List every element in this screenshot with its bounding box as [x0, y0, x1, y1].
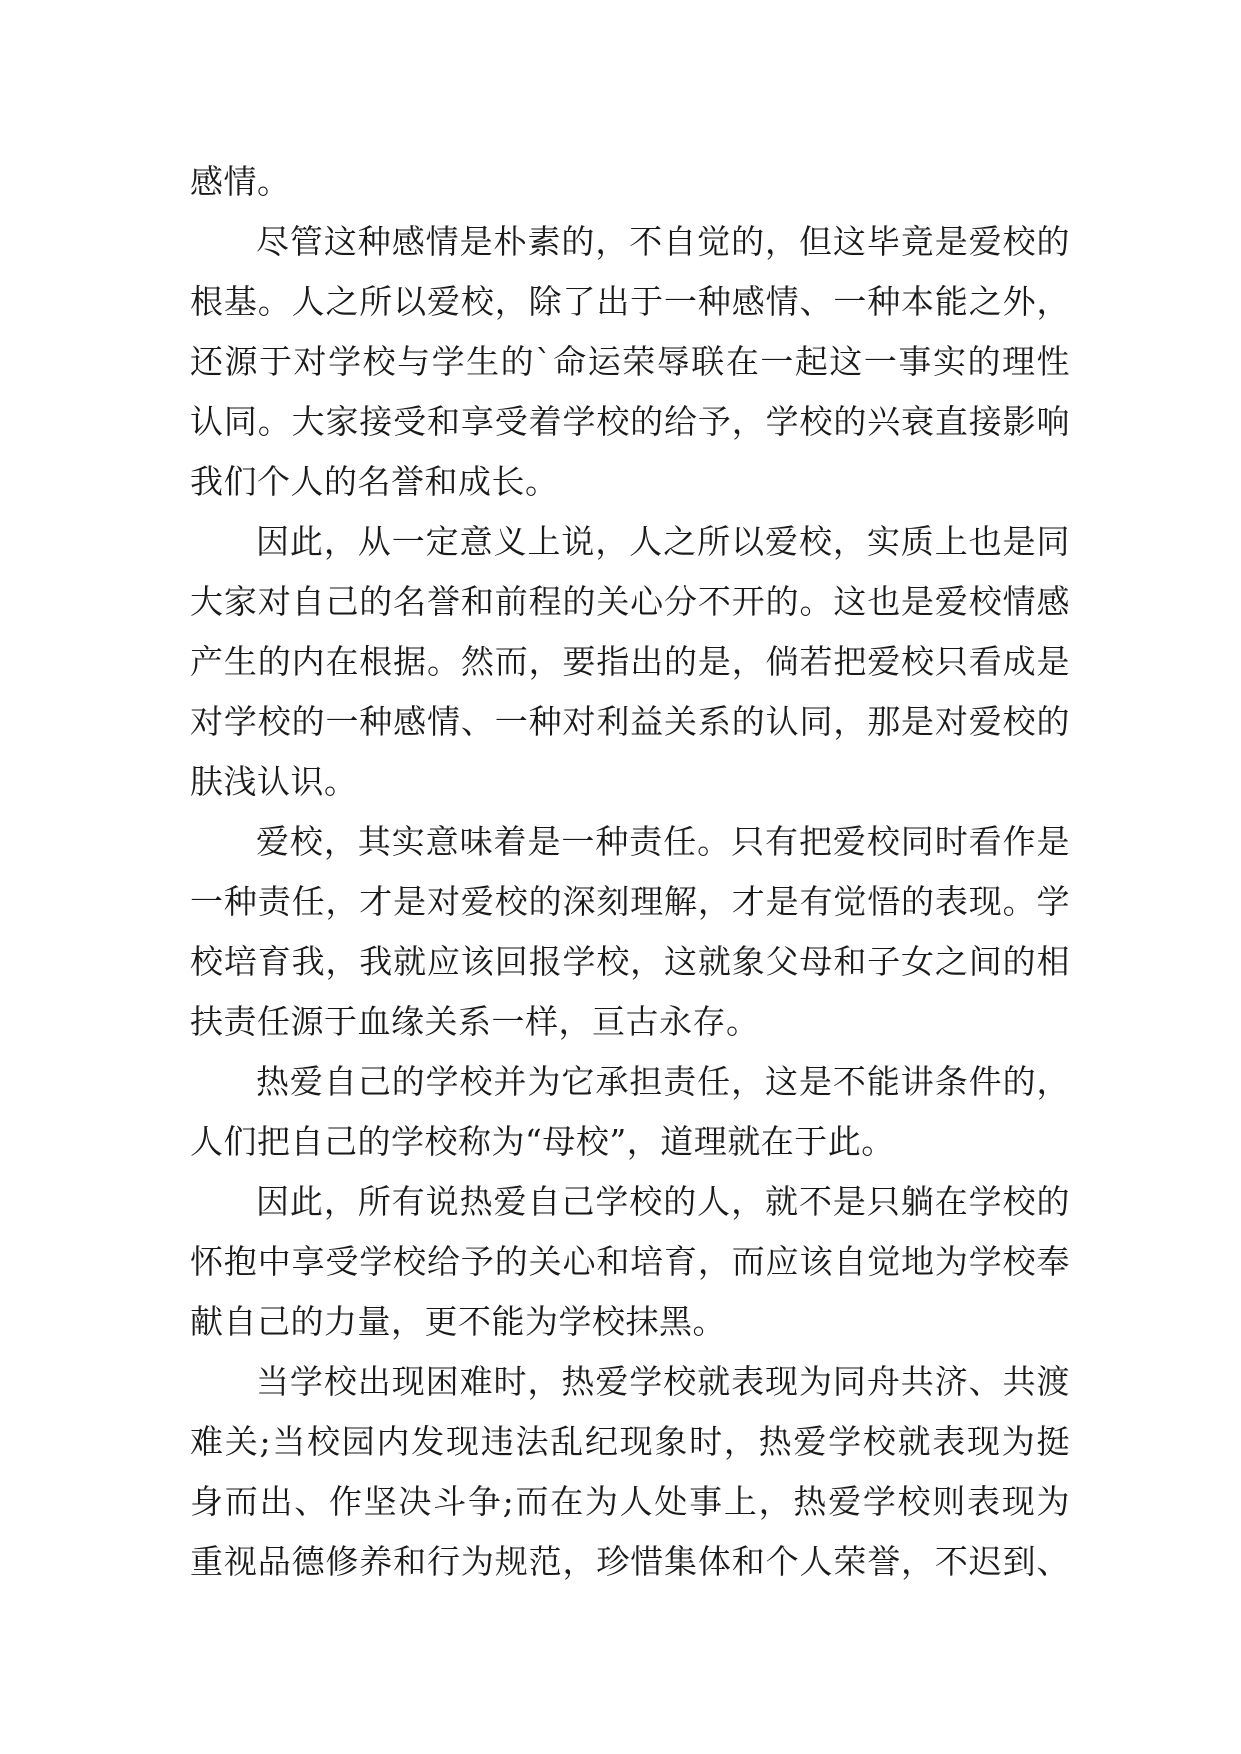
paragraph: [190, 1172, 1070, 1352]
text-line: 对学校的一种感情、一种对利益关系的认同，那是对爱校的: [190, 702, 1070, 741]
paragraph: [190, 512, 1070, 812]
text-line: 感情。: [190, 162, 291, 201]
text-line: 肤浅认识。: [190, 762, 358, 801]
text-line: 怀抱中享受学校给予的关心和培育，而应该自觉地为学校奉: [190, 1242, 1070, 1281]
text-line: 当学校出现困难时，热爱学校就表现为同舟共济、共渡: [256, 1362, 1070, 1401]
text-line: 产生的内在根据。然而，要指出的是，倘若把爱校只看成是: [190, 642, 1070, 681]
paragraph: [190, 1052, 1070, 1172]
text-line: 尽管这种感情是朴素的，不自觉的，但这毕竟是爱校的: [256, 222, 1070, 261]
text-line: 我们个人的名誉和成长。: [190, 462, 559, 501]
text-line: 认同。大家接受和享受着学校的给予，学校的兴衰直接影响: [190, 402, 1070, 441]
text-line: 热爱自己的学校并为它承担责任，这是不能讲条件的，: [256, 1062, 1070, 1101]
paragraph: [190, 812, 1070, 1052]
text-line: 根基。人之所以爱校，除了出于一种感情、一种本能之外，: [190, 282, 1070, 321]
paragraph: [190, 212, 1070, 512]
paragraph: [190, 152, 1070, 212]
text-line: 大家对自己的名誉和前程的关心分不开的。这也是爱校情感: [190, 582, 1070, 621]
text-line: 校培育我，我就应该回报学校，这就象父母和子女之间的相: [190, 942, 1070, 981]
text-line: 重视品德修养和行为规范，珍惜集体和个人荣誉，不迟到、: [190, 1542, 1070, 1581]
text-line: 因此，所有说热爱自己学校的人，就不是只躺在学校的: [256, 1182, 1070, 1221]
body-text: [190, 152, 1070, 1592]
text-line: 身而出、作坚决斗争;而在为人处事上，热爱学校则表现为: [190, 1482, 1070, 1521]
text-line: 爱校，其实意味着是一种责任。只有把爱校同时看作是: [256, 822, 1070, 861]
text-line: 因此，从一定意义上说，人之所以爱校，实质上也是同: [256, 522, 1070, 561]
text-line: 一种责任，才是对爱校的深刻理解，才是有觉悟的表现。学: [190, 882, 1070, 921]
text-line: 人们把自己的学校称为“母校”，道理就在于此。: [190, 1122, 895, 1161]
text-line: 还源于对学校与学生的`命运荣辱联在一起这一事实的理性: [190, 342, 1070, 381]
text-line: 献自己的力量，更不能为学校抹黑。: [190, 1302, 726, 1341]
text-line: 扶责任源于血缘关系一样，亘古永存。: [190, 1002, 760, 1041]
text-line: 难关;当校园内发现违法乱纪现象时，热爱学校就表现为挺: [190, 1422, 1070, 1461]
paragraph: [190, 1352, 1070, 1592]
